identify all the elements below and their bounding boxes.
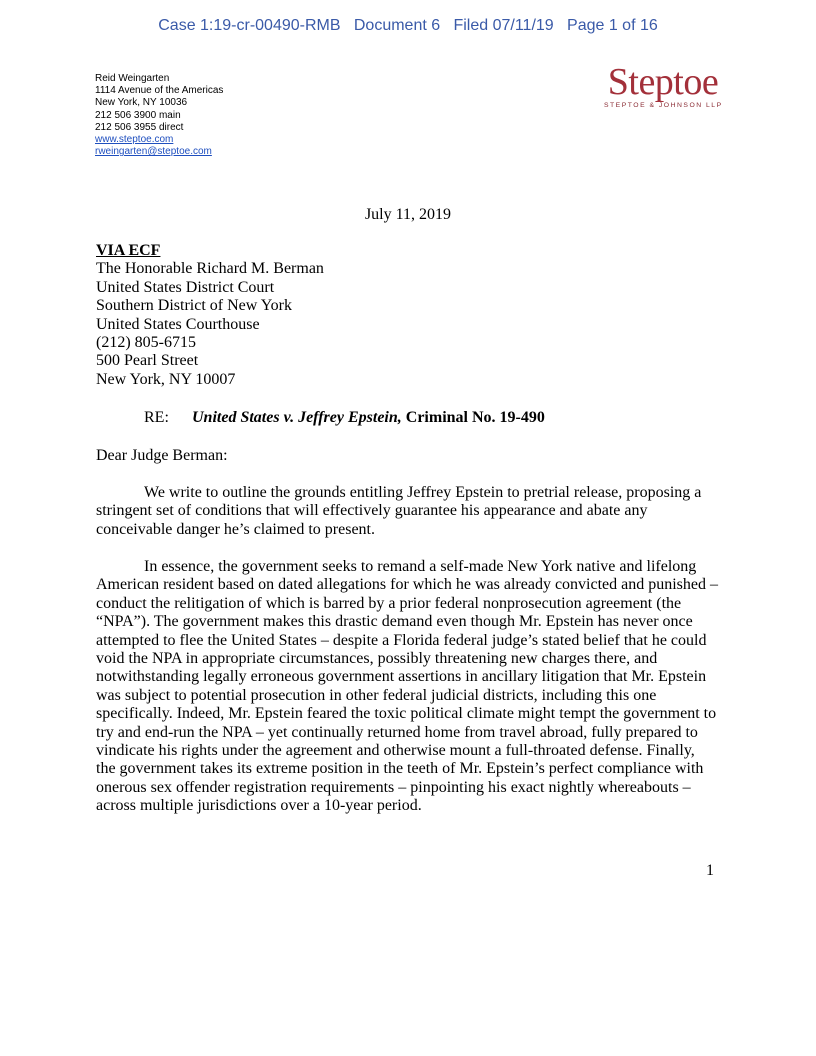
paragraph-line: conceivable danger he’s claimed to present.: [96, 520, 375, 538]
paragraph-line: onerous sex offender registration requirements – pinpointing his exact nightly whereabouts –: [96, 778, 691, 796]
paragraph-line: notwithstanding legally erroneous government assertions in ancillary litigation that Mr. Epstein: [96, 668, 707, 686]
sender-name: Reid Weingarten: [95, 73, 170, 84]
delivery-method: VIA ECF: [96, 242, 161, 259]
sender-phone-main: 212 506 3900 main: [95, 109, 181, 121]
re-line: [144, 409, 545, 427]
recipient-block: [96, 242, 324, 389]
paragraph-line: attempted to flee the United States – despite a Florida federal judge’s stated belief that he could: [96, 631, 707, 649]
re-label: RE:: [144, 409, 169, 426]
sender-website-link[interactable]: www.steptoe.com: [95, 134, 174, 146]
body-paragraph-1: [96, 484, 720, 539]
body-paragraph-2: [96, 558, 720, 816]
recipient-line: United States District Court: [96, 278, 275, 296]
letter-date: July 11, 2019: [364, 206, 452, 223]
re-case-name: United States v. Jeffrey Epstein,: [192, 409, 402, 426]
paragraph-line: conduct the relitigation of which is barred by a prior federal nonprosecution agreement (the: [96, 594, 682, 612]
paragraph-line: specifically. Indeed, Mr. Epstein feared the toxic political climate might tempt the government to: [96, 705, 717, 723]
recipient-line: New York, NY 10007: [96, 370, 236, 388]
case-header-stamp: Case 1:19-cr-00490-RMB Document 6 Filed 07/11/19 Page 1 of 16: [158, 17, 658, 34]
steptoe-logo: [604, 62, 722, 109]
paragraph-line: American resident based on dated allegations for which he was already convicted and punished –: [96, 576, 719, 594]
recipient-line: United States Courthouse: [96, 315, 260, 333]
recipient-line: The Honorable Richard M. Berman: [96, 260, 324, 278]
sender-address-line-2: New York, NY 10036: [95, 97, 188, 109]
recipient-line: 500 Pearl Street: [96, 352, 199, 370]
paragraph-line: was subject to potential prosecution in other federal judicial districts, including this one: [96, 686, 657, 704]
salutation: Dear Judge Berman:: [96, 447, 228, 464]
sender-block: [95, 73, 223, 158]
sender-address-line-1: 1114 Avenue of the Americas: [95, 85, 224, 97]
recipient-line: Southern District of New York: [96, 297, 292, 315]
recipient-line: (212) 805-6715: [96, 334, 196, 352]
paragraph-line: stringent set of conditions that will effectively guarantee his appearance and abate any: [96, 502, 648, 520]
paragraph-line: We write to outline the grounds entitling Jeffrey Epstein to pretrial release, proposing a: [144, 484, 702, 501]
page-number: 1: [706, 862, 714, 879]
logo-firm-name: STEPTOE & JOHNSON LLP: [604, 102, 723, 109]
paragraph-line: In essence, the government seeks to remand a self-made New York native and lifelong: [144, 558, 697, 575]
re-case-number: Criminal No. 19-490: [405, 409, 545, 426]
paragraph-line: vindicate his rights under the agreement and otherwise mount a full-throated defense. Finally,: [96, 742, 695, 760]
paragraph-line: across multiple jurisdictions over a 10-year period.: [96, 797, 422, 815]
paragraph-line: void the NPA in appropriate circumstances, possibly threatening new charges there, and: [96, 650, 658, 668]
sender-email-link[interactable]: rweingarten@steptoe.com: [95, 146, 212, 158]
paragraph-line: try and end-run the NPA – yet continually returned home from travel abroad, fully prepared to: [96, 723, 698, 741]
sender-phone-direct: 212 506 3955 direct: [95, 121, 184, 133]
logo-wordmark: Steptoe: [607, 61, 719, 103]
paragraph-line: “NPA”). The government makes this drastic demand even though Mr. Epstein has never once: [96, 613, 693, 631]
paragraph-line: the government takes its extreme position in the teeth of Mr. Epstein’s perfect compliance with: [96, 760, 704, 778]
